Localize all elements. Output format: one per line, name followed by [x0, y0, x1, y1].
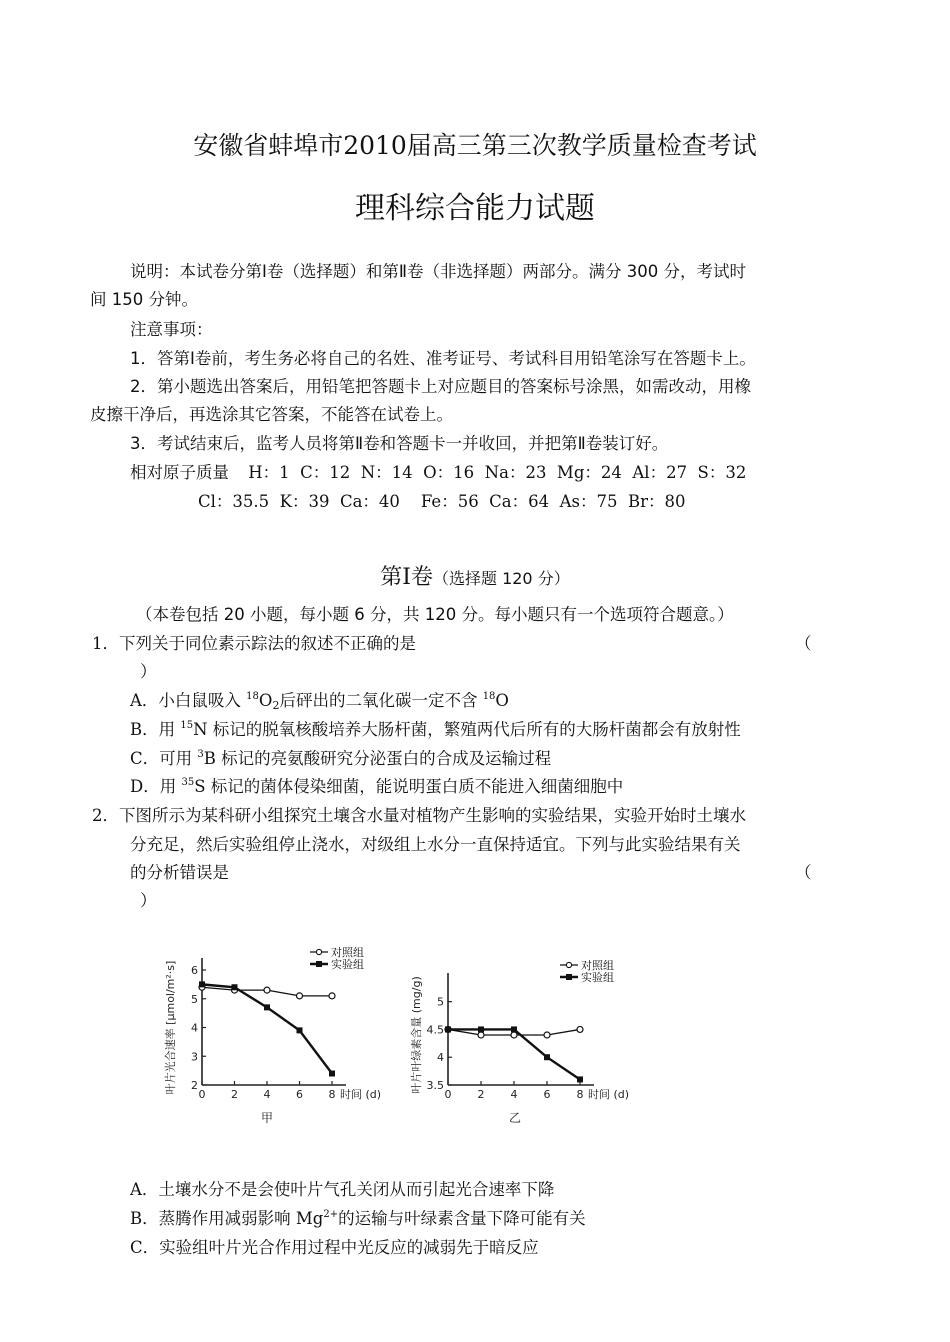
q1-a-sub: 2 [272, 699, 280, 712]
q1-a-sup-2: 18 [482, 691, 496, 702]
x-tick-label: 6 [543, 1088, 551, 1101]
q2-option-a[interactable]: A．土壤水分不是会使叶片气孔关闭从而引起光合速率下降 [130, 1180, 555, 1199]
q1-c-sup: 3 [197, 749, 204, 760]
x-tick-label: 2 [477, 1088, 485, 1101]
data-point-experiment [445, 1026, 451, 1032]
section-title [0, 560, 950, 591]
x-axis-label: 时间 (d) [588, 1088, 630, 1101]
data-point-experiment [478, 1026, 484, 1032]
data-point-experiment [199, 981, 205, 987]
legend-label: 对照组 [581, 959, 614, 972]
section-note: （本卷包括 20 小题，每小题 6 分，共 120 分。每小题只有一个选项符合题意。） [136, 605, 734, 624]
legend-label: 实验组 [581, 971, 614, 984]
q1-a-o: O [258, 691, 273, 710]
section-title-note: （选择题 120 分） [432, 569, 570, 588]
q2-b-sup: 2+ [323, 1209, 339, 1220]
q2-paren-open: （ [795, 863, 812, 882]
data-point-experiment [232, 984, 238, 990]
section-title-main: 第Ⅰ卷 [380, 565, 433, 590]
data-point-control [577, 1026, 583, 1032]
q1-b-text-1: B．用 [130, 720, 181, 739]
y-tick-label: 6 [191, 964, 198, 977]
data-point-experiment [511, 1026, 517, 1032]
chart-jia [163, 945, 381, 1125]
q2-stem-line2: 分充足，然后实验组停止浇水，对级组上水分一直保持适宜。下列与此实验结果有关 [130, 835, 741, 854]
q1-a-sup-1: 18 [246, 691, 259, 702]
y-tick-label: 4 [191, 1021, 198, 1035]
x-tick-label: 0 [198, 1088, 206, 1101]
legend-marker [566, 962, 571, 967]
y-axis-label: 叶片光合速率 [μmol/m²·s] [164, 960, 177, 1095]
x-axis-label: 时间 (d) [340, 1088, 382, 1101]
y-tick-label: 5 [437, 995, 444, 1009]
q2-b-text-2: 的运输与叶绿素含量下降可能有关 [338, 1209, 586, 1228]
q2-option-c[interactable]: C．实验组叶片光合作用过程中光反应的减弱先于暗反应 [130, 1238, 539, 1257]
y-tick-label: 3.5 [426, 1079, 444, 1092]
legend-marker [566, 974, 572, 980]
paper-subtitle: 理科综合能力试题 [355, 191, 595, 226]
data-point-control [511, 1032, 517, 1038]
q1-stem: 1．下列关于同位素示踪法的叙述不正确的是 [92, 634, 416, 653]
q2-figure [160, 930, 650, 1140]
chart-caption: 甲 [260, 1111, 274, 1125]
q1-a-text-2: 后砰出的二氧化碳一定不含 [279, 691, 483, 710]
q1-d-sup: 35 [181, 777, 195, 788]
legend-label: 对照组 [331, 946, 364, 959]
q1-a-text-1: A．小白鼠吸入 [130, 691, 247, 710]
data-point-control [297, 993, 303, 999]
q1-c-text-2: B 标记的亮氨酸研究分泌蛋白的合成及运输过程 [203, 749, 552, 768]
series-line-experiment [202, 984, 332, 1073]
q1-c-text-1: C．可用 [130, 749, 198, 768]
q2-stem-line3: 的分析错误是 [130, 863, 229, 882]
q1-option-d[interactable] [130, 777, 623, 797]
atomic-mass-label: 相对原子质量 [130, 463, 229, 482]
x-tick-label: 4 [263, 1088, 271, 1101]
y-tick-label: 5 [191, 992, 198, 1006]
q1-option-a[interactable] [130, 691, 509, 711]
x-tick-label: 8 [576, 1088, 584, 1101]
data-point-experiment [544, 1054, 550, 1060]
notice-item-2-line1: 2．第小题选出答案后，用铅笔把答题卡上对应题目的答案标号涂黑，如需改动，用橡 [130, 377, 751, 396]
instructions-desc-line2: 间 150 分钟。 [90, 290, 198, 309]
y-tick-label: 3 [191, 1050, 198, 1064]
q1-d-text-2: S 标记的菌体侵染细菌，能说明蛋白质不能进入细菌细胞中 [194, 777, 624, 796]
x-tick-label: 8 [328, 1088, 336, 1101]
legend-label: 实验组 [331, 958, 364, 971]
legend-marker [316, 961, 322, 967]
q1-d-text-1: D．用 [130, 777, 182, 796]
notice-title: 注意事项： [130, 320, 213, 339]
exam-title: 安徽省蚌埠市2010届高三第三次教学质量检查考试 [193, 131, 757, 160]
q1-b-sup: 15 [180, 720, 194, 731]
q1-b-text-2: N 标记的脱氧核酸培养大肠杆菌，繁殖两代后所有的大肠杆菌都会有放射性 [193, 720, 741, 739]
atomic-mass-line1 [130, 463, 746, 483]
legend-marker [316, 949, 321, 954]
data-point-control [478, 1032, 484, 1038]
q1-paren-close: ） [140, 662, 157, 681]
q2-b-text-1: B．蒸腾作用减弱影响 Mg [130, 1209, 324, 1228]
instructions-desc-line1: 说明：本试卷分第Ⅰ卷（选择题）和第Ⅱ卷（非选择题）两部分。满分 300 分，考试时 [130, 262, 746, 281]
q2-stem-line1: 2．下图所示为某科研小组探究土壤含水量对植物产生影响的实验结果，实验开始时土壤水 [92, 806, 746, 825]
q2-option-b[interactable] [130, 1209, 586, 1229]
q1-option-c[interactable] [130, 749, 551, 769]
q1-option-b[interactable] [130, 720, 741, 740]
data-point-experiment [577, 1076, 583, 1082]
x-tick-label: 4 [510, 1088, 518, 1101]
chart-yi [409, 958, 629, 1125]
data-point-control [329, 993, 335, 999]
data-point-control [264, 987, 270, 993]
y-tick-label: 4.5 [426, 1023, 444, 1037]
x-tick-label: 6 [296, 1088, 303, 1101]
q1-a-text-3: O [495, 691, 509, 710]
y-tick-label: 2 [191, 1079, 198, 1092]
chart-caption: 乙 [508, 1111, 522, 1125]
atomic-mass-values-2: Cl：35.5 K：39 Ca：40 Fe：56 Ca：64 As：75 Br：80 [198, 492, 686, 511]
data-point-experiment [264, 1004, 270, 1010]
y-axis-label: 叶片叶绿素含量 (mg/g) [410, 976, 423, 1094]
data-point-experiment [329, 1071, 335, 1077]
notice-item-1: 1．答第Ⅰ卷前，考生务必将自己的名姓、准考证号、考试科目用铅笔涂写在答题卡上。 [130, 349, 756, 368]
data-point-experiment [297, 1027, 303, 1033]
notice-item-3: 3．考试结束后，监考人员将第Ⅱ卷和答题卡一并收回，并把第Ⅱ卷装订好。 [130, 434, 669, 453]
atomic-mass-values-1: H：1 C：12 N：14 O：16 Na：23 Mg：24 Al：27 S：32 [248, 463, 747, 482]
notice-item-2-line2: 皮擦干净后，再选涂其它答案，不能答在试卷上。 [90, 405, 453, 424]
q1-paren-open: （ [795, 634, 812, 653]
data-point-control [544, 1032, 550, 1038]
x-tick-label: 2 [231, 1088, 238, 1101]
y-tick-label: 4 [437, 1051, 444, 1065]
x-tick-label: 0 [444, 1088, 452, 1101]
q2-paren-close: ） [140, 891, 157, 910]
